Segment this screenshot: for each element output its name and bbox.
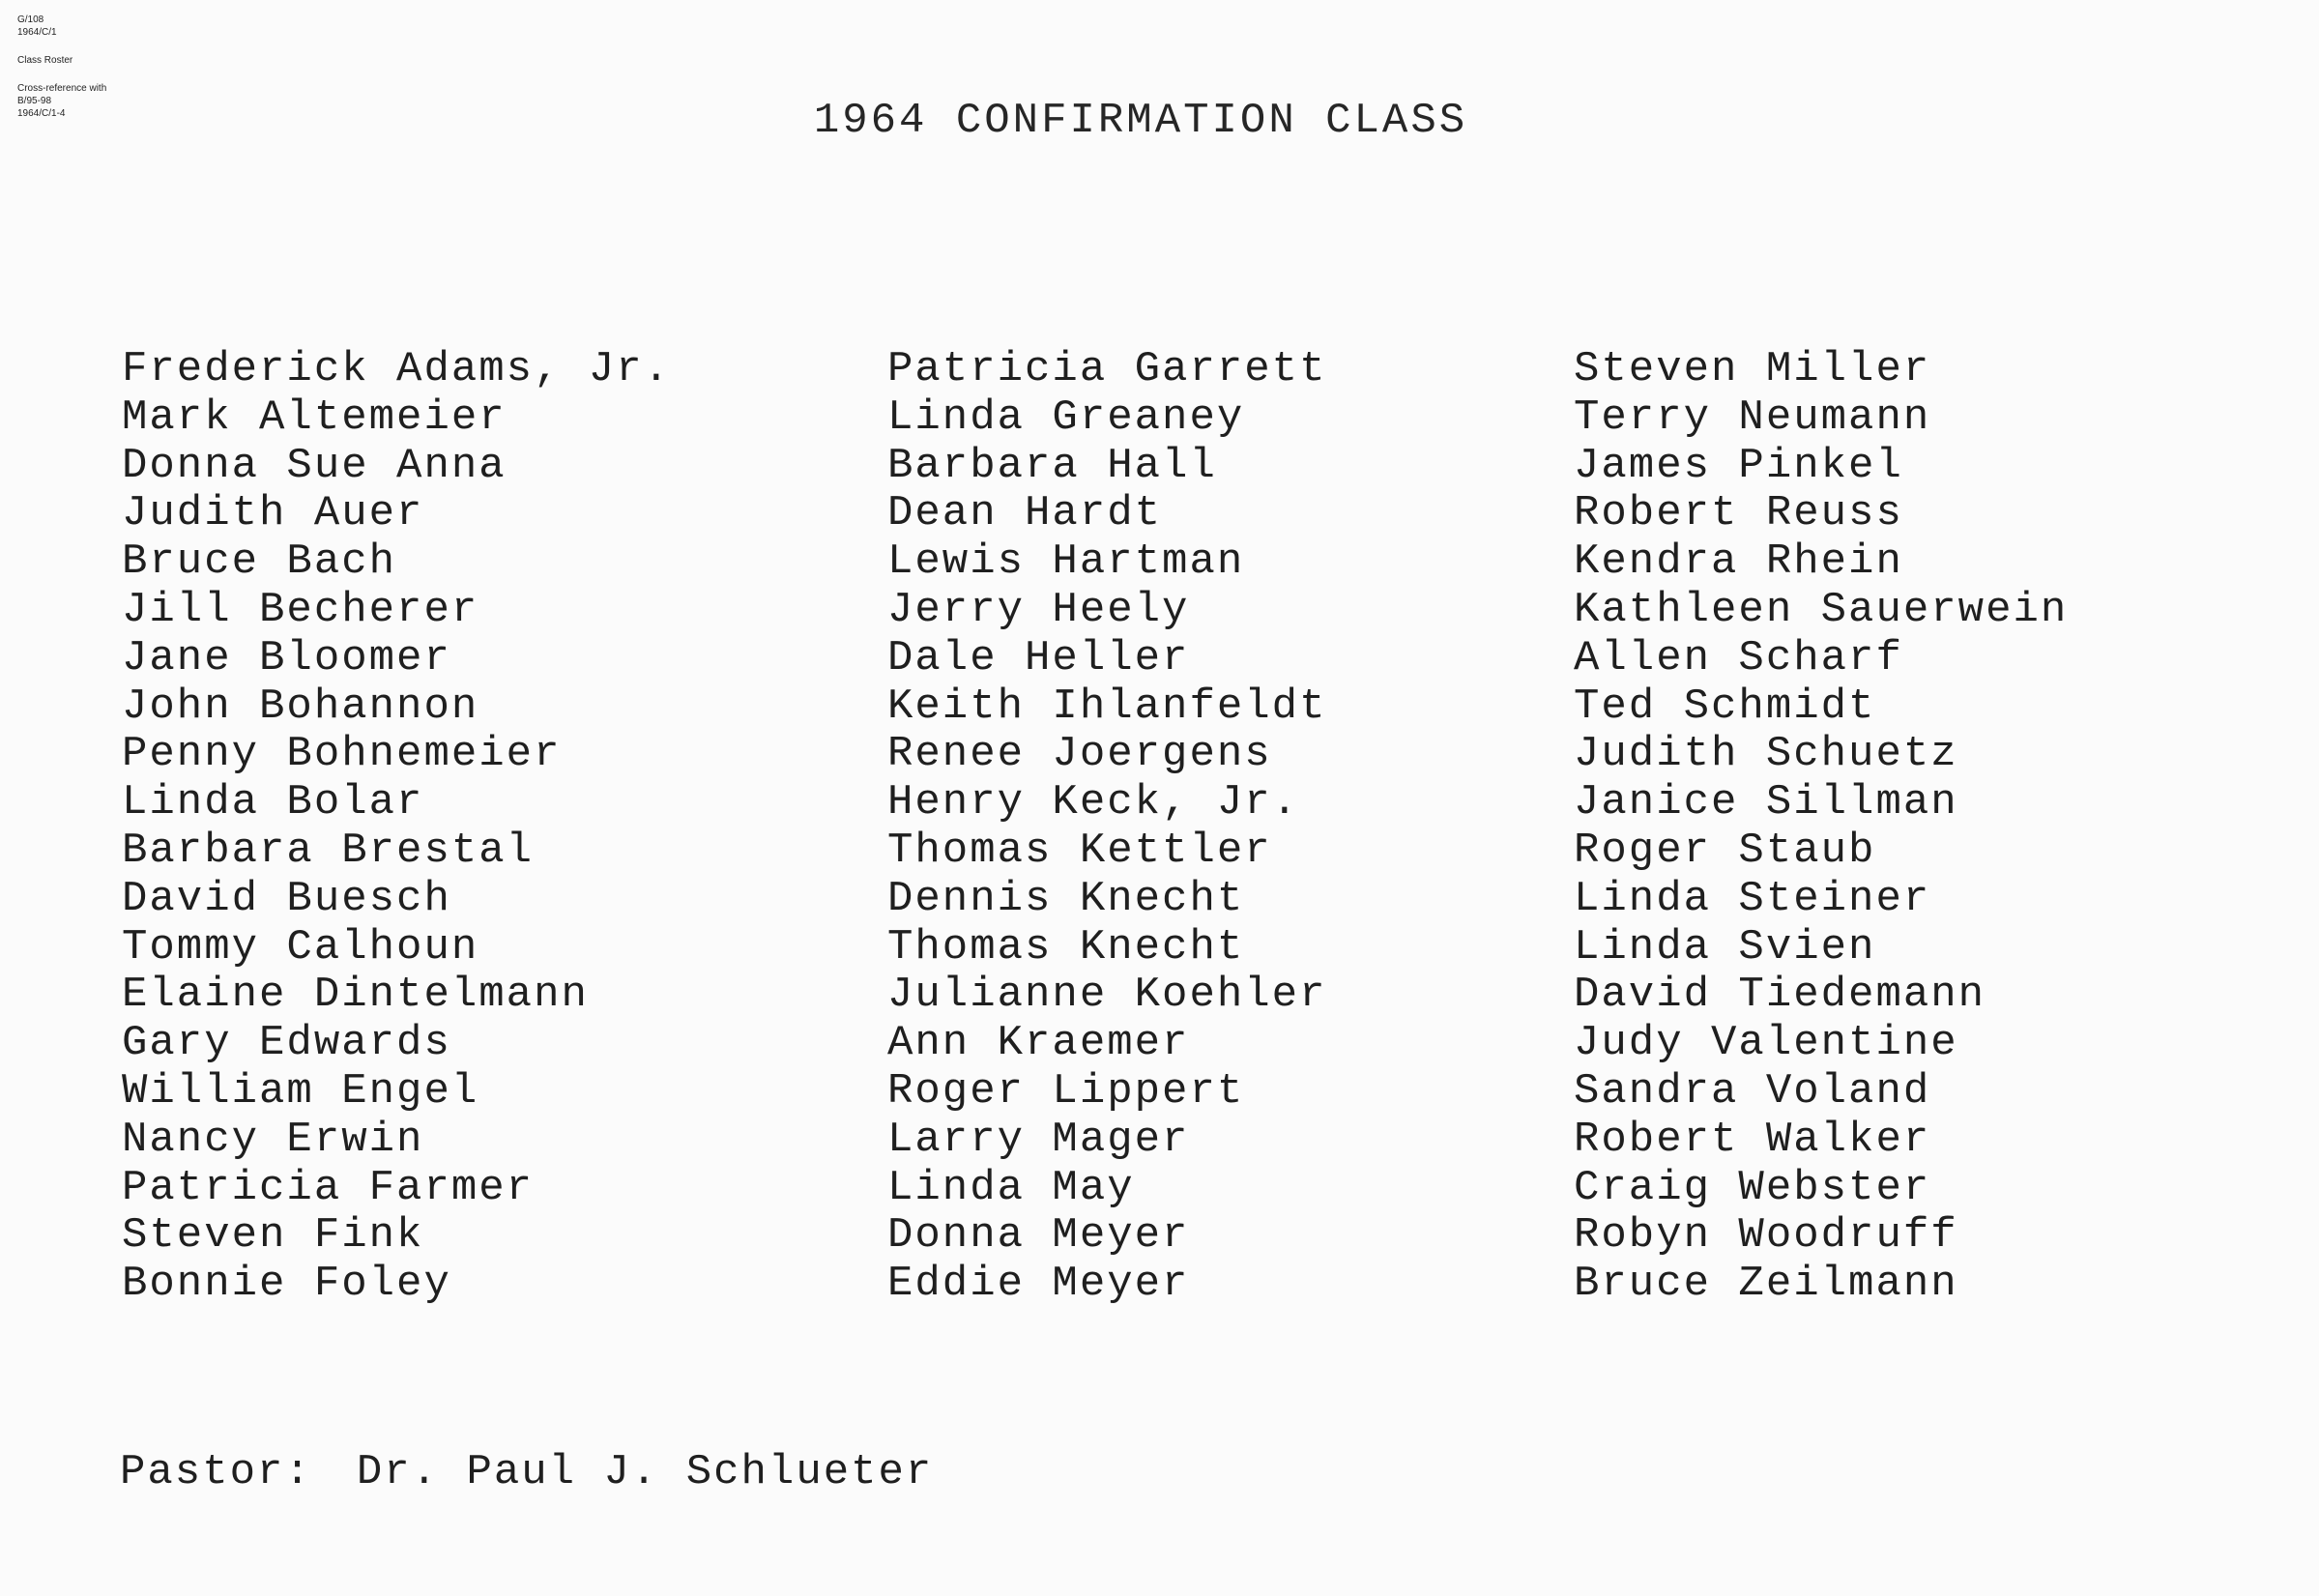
roster-name: Gary Edwards <box>122 1019 451 1068</box>
roster-name: Larry Mager <box>887 1115 1190 1164</box>
roster-name: Judith Schuetz <box>1574 730 1958 779</box>
roster-name: Allen Scharf <box>1574 633 1903 682</box>
roster-name: Dennis Knecht <box>887 874 1245 923</box>
roster-name: Craig Webster <box>1574 1163 1931 1212</box>
roster-name: Henry Keck, Jr. <box>887 778 1300 827</box>
roster-name: David Tiedemann <box>1574 971 1986 1020</box>
roster-name: Penny Bohnemeier <box>122 730 562 779</box>
roster-name: Linda Steiner <box>1574 874 1931 923</box>
spacer <box>17 67 106 82</box>
pastor-name: Dr. Paul J. Schlueter <box>356 1448 934 1496</box>
roster-name: Bruce Bach <box>122 537 397 587</box>
roster-name: Julianne Koehler <box>887 971 1327 1020</box>
reference-code: G/108 <box>17 15 44 25</box>
roster-name: Patricia Garrett <box>887 345 1327 393</box>
roster-name: David Buesch <box>122 874 451 923</box>
roster-name: Terry Neumann <box>1574 392 1931 442</box>
roster-column-1 <box>122 346 671 1309</box>
roster-name: Ann Kraemer <box>887 1019 1190 1068</box>
roster-name: Eddie Meyer <box>887 1260 1190 1309</box>
roster-name: Jerry Heely <box>887 585 1190 634</box>
roster-name: Dean Hardt <box>887 489 1163 538</box>
spacer <box>17 39 106 54</box>
roster-name: Tommy Calhoun <box>122 922 479 972</box>
roster-name: Linda Svien <box>1574 922 1876 972</box>
roster-name: Keith Ihlanfeldt <box>887 682 1327 731</box>
roster-name: Mark Altemeier <box>122 392 507 442</box>
roster-name: Judy Valentine <box>1574 1019 1958 1068</box>
roster-name: Thomas Kettler <box>887 826 1272 875</box>
roster-name: Steven Fink <box>122 1211 424 1261</box>
roster-name: Steven Miller <box>1574 345 1931 393</box>
roster-name: Elaine Dintelmann <box>122 971 589 1020</box>
roster-name: Linda Bolar <box>122 778 424 827</box>
roster-name: Kendra Rhein <box>1574 537 1903 587</box>
reference-code: B/95-98 <box>17 96 52 106</box>
roster-name: Barbara Brestal <box>122 826 535 875</box>
roster-name: Barbara Hall <box>887 441 1217 490</box>
roster-name: Ted Schmidt <box>1574 682 1876 731</box>
pastor-line <box>120 1448 933 1496</box>
roster-name: Janice Sillman <box>1574 778 1958 827</box>
roster-name: Frederick Adams, Jr. <box>122 345 672 393</box>
roster-name: Donna Meyer <box>887 1211 1190 1261</box>
roster-name: Robert Walker <box>1574 1115 1931 1164</box>
roster-name: Renee Joergens <box>887 730 1272 779</box>
reference-code: 1964/C/1 <box>17 27 57 38</box>
roster-name: Sandra Voland <box>1574 1066 1931 1116</box>
roster-column-2 <box>887 346 1326 1309</box>
roster-name: Roger Lippert <box>887 1066 1245 1116</box>
roster-name: Roger Staub <box>1574 826 1876 875</box>
roster-name: Nancy Erwin <box>122 1115 424 1164</box>
roster-name: Judith Auer <box>122 489 424 538</box>
roster-name: Kathleen Sauerwein <box>1574 585 2069 634</box>
roster-name: Robyn Woodruff <box>1574 1211 1958 1261</box>
roster-name: William Engel <box>122 1066 479 1116</box>
roster-name: Linda Greaney <box>887 392 1245 442</box>
reference-description: Class Roster <box>17 55 73 66</box>
roster-name: John Bohannon <box>122 682 479 731</box>
roster-name: Donna Sue Anna <box>122 441 507 490</box>
reference-code: 1964/C/1-4 <box>17 108 66 119</box>
roster-name: Jill Becherer <box>122 585 479 634</box>
reference-crossref-label: Cross-reference with <box>17 83 107 94</box>
roster-name: Robert Reuss <box>1574 489 1903 538</box>
roster-name: Jane Bloomer <box>122 633 451 682</box>
roster-name: Patricia Farmer <box>122 1163 535 1212</box>
page-title: 1964 CONFIRMATION CLASS <box>813 97 1468 145</box>
roster-name: Lewis Hartman <box>887 537 1245 587</box>
pastor-label: Pastor: <box>120 1448 312 1496</box>
roster-column-3 <box>1574 346 2068 1309</box>
roster-name: James Pinkel <box>1574 441 1903 490</box>
roster-name: Thomas Knecht <box>887 922 1245 972</box>
roster-name: Dale Heller <box>887 633 1190 682</box>
roster-name: Bonnie Foley <box>122 1260 451 1309</box>
roster-name: Linda May <box>887 1163 1135 1212</box>
roster-name: Bruce Zeilmann <box>1574 1260 1958 1309</box>
